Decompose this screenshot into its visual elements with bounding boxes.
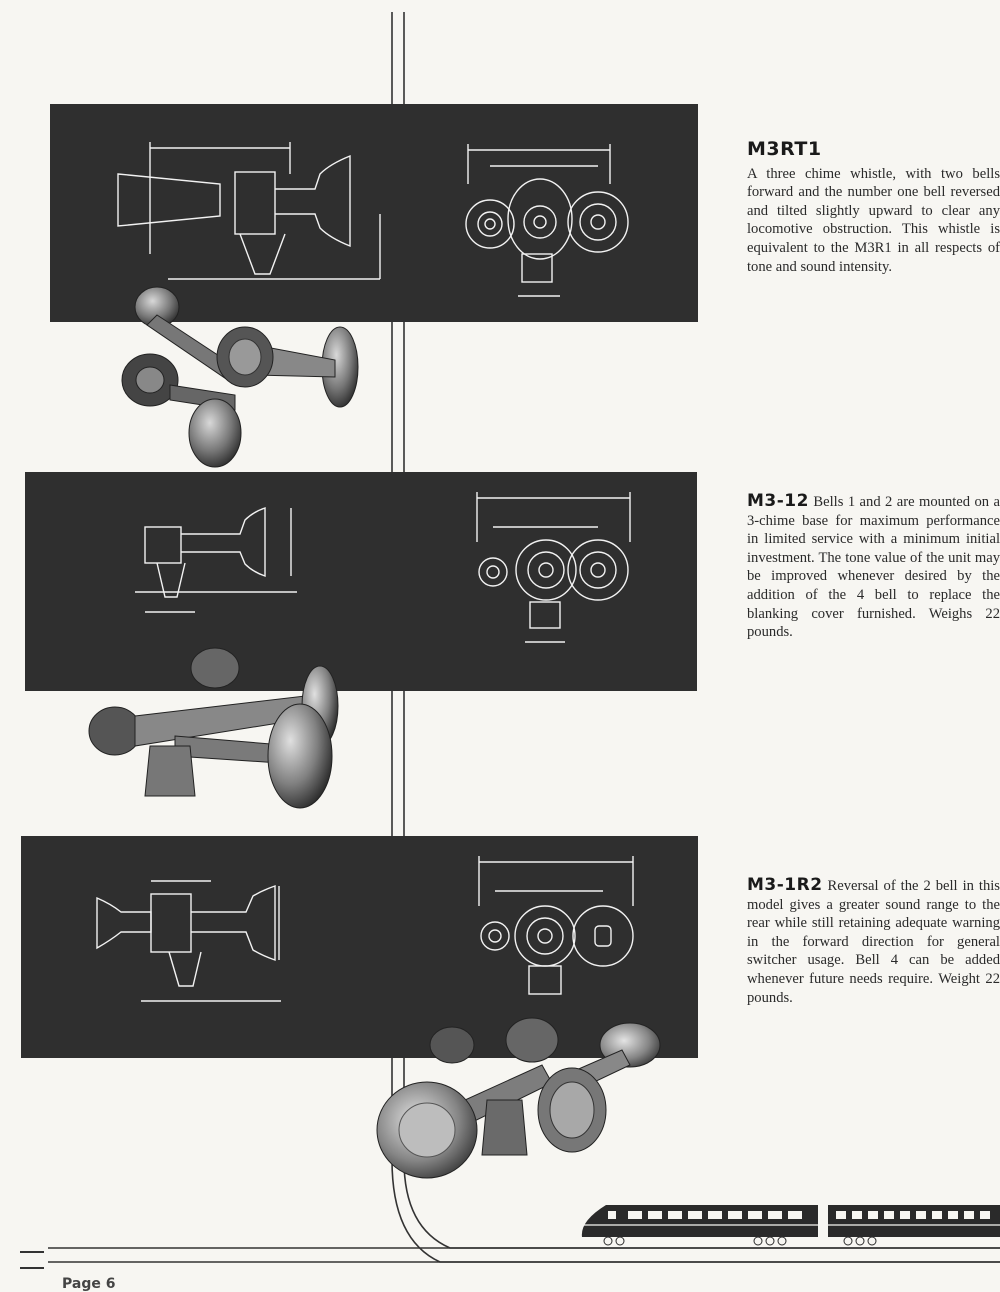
whistle-photo-m3rt1 xyxy=(95,285,365,470)
entry-description: Reversal of the 2 bell in this model gives a greater sound range to the rear while still retaining adequate warning in the forward direction for general switcher usage. Bell 4 can be added whenever future needs require. Weight 22 pounds. xyxy=(747,878,1000,1006)
entry-description: Bells 1 and 2 are mounted on a 3-chime base for maximum performance in limited service with a minimum initial investment. The tone value of the unit may be improved whenever desired by the addition of the 4 bell to replace the blanking cover furnished. Weighs 22 pounds. xyxy=(747,494,1000,641)
train-illustration xyxy=(578,1195,1000,1251)
whistle-photo-m3-1r2 xyxy=(372,1005,672,1185)
model-name: M3-1R2 xyxy=(747,876,823,895)
entry-description: A three chime whistle, with two bells forward and the number one bell reversed and tilted slightly upward to clear any locomotive obstruction. This whistle is equivalent to the M3R1 in all respects of tone and sound intensity. xyxy=(747,165,1000,275)
entry-m3-12 xyxy=(747,492,1000,642)
whistle-photo-m3-12 xyxy=(75,636,345,811)
entry-m3rt1 xyxy=(747,140,1000,276)
model-name: M3-12 xyxy=(747,492,809,511)
page-number: Page 6 xyxy=(62,1276,116,1292)
model-name: M3RT1 xyxy=(747,140,822,160)
entry-m3-1r2 xyxy=(747,876,1000,1007)
